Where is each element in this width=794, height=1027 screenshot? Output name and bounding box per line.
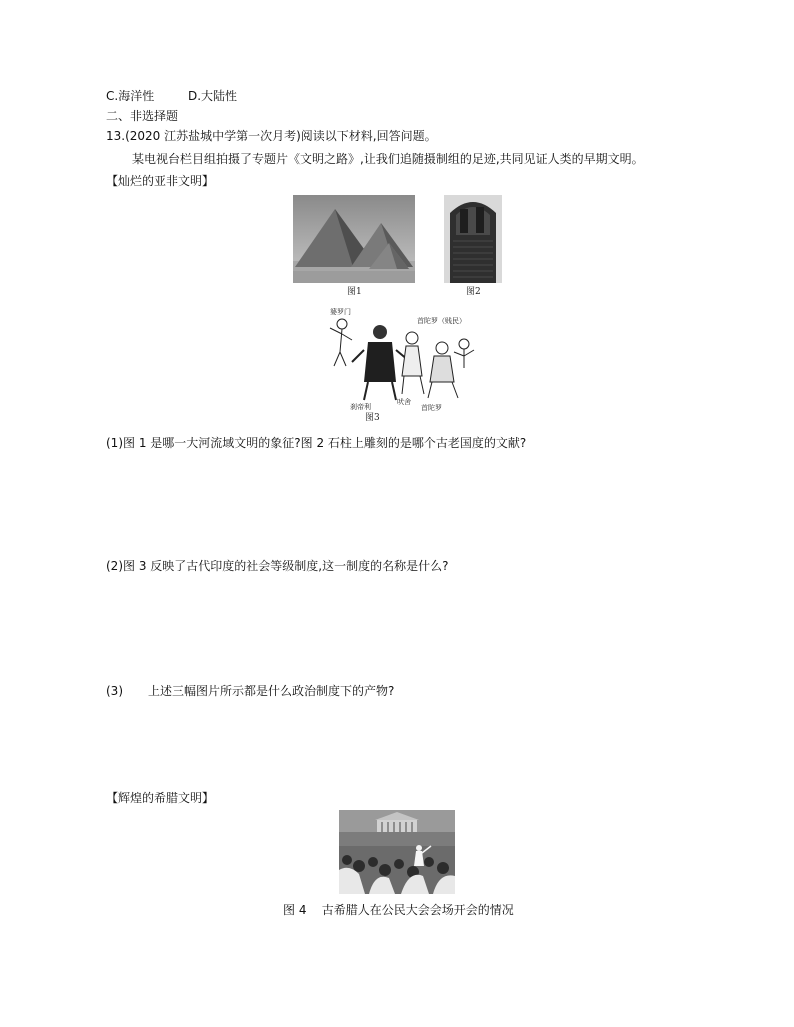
- question-intro: 某电视台栏目组拍摄了专题片《文明之路》,让我们追随摄制组的足迹,共同见证人类的早期文明。: [132, 152, 644, 166]
- label-vaishya: 吠舍: [397, 398, 411, 406]
- option-d: D.大陆性: [188, 89, 238, 103]
- figure-2-caption: 图2: [466, 287, 481, 297]
- sub-question-3-number: (3): [106, 684, 123, 698]
- sub-question-3: 上述三幅图片所示都是什么政治制度下的产物?: [148, 684, 395, 698]
- label-sudra: 首陀罗: [421, 404, 442, 412]
- block-title-greece: 【辉煌的希腊文明】: [106, 791, 215, 805]
- section-title: 二、非选择题: [106, 109, 179, 123]
- greek-assembly-image: [339, 810, 455, 894]
- question-header: 13.(2020 江苏盐城中学第一次月考)阅读以下材料,回答问题。: [106, 129, 437, 143]
- figure-1-caption: 图1: [347, 287, 362, 297]
- figure-3-caption: 图3: [365, 413, 380, 423]
- sub-question-2: (2)图 3 反映了古代印度的社会等级制度,这一制度的名称是什么?: [106, 559, 449, 573]
- figure-4-caption: 图 4 古希腊人在公民大会会场开会的情况: [283, 903, 514, 917]
- block-title-asia-africa: 【灿烂的亚非文明】: [106, 174, 215, 188]
- label-kshatriya: 刹帝利: [350, 403, 371, 411]
- pyramids-image: [293, 195, 415, 283]
- label-shudra-outcast: 首陀罗（贱民）: [417, 317, 466, 325]
- stele-image: [444, 195, 502, 283]
- label-brahmin: 婆罗门: [330, 308, 351, 316]
- sub-question-1: (1)图 1 是哪一大河流域文明的象征?图 2 石柱上雕刻的是哪个古老国度的文献?: [106, 436, 527, 450]
- option-c: C.海洋性: [106, 89, 155, 103]
